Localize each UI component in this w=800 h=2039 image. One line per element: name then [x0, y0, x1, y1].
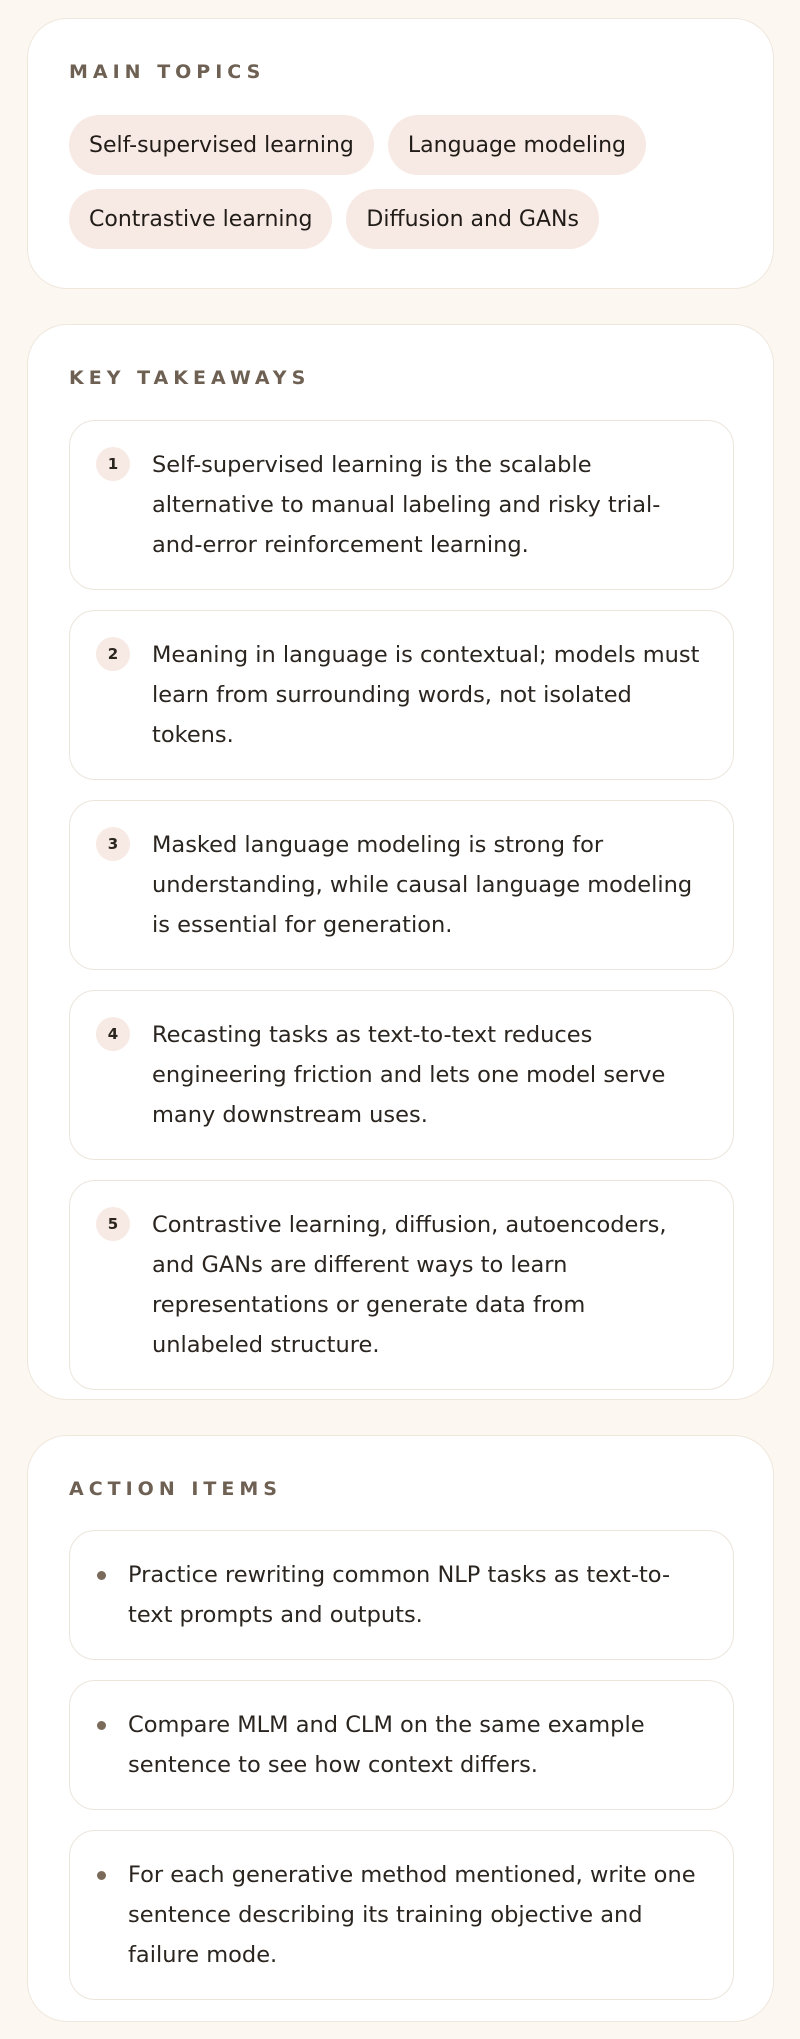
- action-item: [69, 1830, 734, 2000]
- takeaway-text: Contrastive learning, diffusion, autoencoders, and GANs are different ways to learn representations or generate data from unlabeled structure.: [152, 1212, 667, 1358]
- takeaway-number-badge: 2: [96, 637, 130, 671]
- takeaway-item: [69, 990, 734, 1160]
- action-item: [69, 1530, 734, 1660]
- topic-chip[interactable]: Contrastive learning: [69, 189, 332, 249]
- takeaway-text: Recasting tasks as text-to-text reduces engineering friction and lets one model serve many downstream uses.: [152, 1022, 666, 1128]
- takeaway-text: Self-supervised learning is the scalable alternative to manual labeling and risky trial-and-error reinforcement learning.: [152, 452, 661, 558]
- topic-chip[interactable]: Self-supervised learning: [69, 115, 374, 175]
- bullet-dot-icon: [97, 1571, 106, 1580]
- bullet-dot-icon: [97, 1871, 106, 1880]
- key-takeaways-card: [27, 324, 774, 1400]
- bullet-dot-icon: [97, 1721, 106, 1730]
- takeaway-number-badge: 1: [96, 447, 130, 481]
- takeaway-list: [69, 420, 734, 1390]
- key-takeaways-heading: KEY TAKEAWAYS: [69, 367, 311, 389]
- main-topics-heading: MAIN TOPICS: [69, 61, 266, 83]
- takeaway-text: Meaning in language is contextual; models must learn from surrounding words, not isolated tokens.: [152, 642, 700, 748]
- action-item-text: Practice rewriting common NLP tasks as text-to-text prompts and outputs.: [128, 1562, 671, 1628]
- takeaway-item: [69, 610, 734, 780]
- action-item-text: For each generative method mentioned, write one sentence describing its training objective and failure mode.: [128, 1862, 696, 1968]
- action-item: [69, 1680, 734, 1810]
- action-item-text: Compare MLM and CLM on the same example sentence to see how context differs.: [128, 1712, 645, 1778]
- takeaway-item: [69, 420, 734, 590]
- takeaway-item: [69, 800, 734, 970]
- action-items-heading: ACTION ITEMS: [69, 1478, 282, 1500]
- takeaway-text: Masked language modeling is strong for understanding, while causal language modeling is essential for generation.: [152, 832, 693, 938]
- action-items-card: [27, 1435, 774, 2022]
- takeaway-item: [69, 1180, 734, 1390]
- main-topics-card: [27, 18, 774, 289]
- topic-chip-list: [69, 115, 729, 249]
- action-item-list: [69, 1530, 734, 2000]
- topic-chip[interactable]: Language modeling: [388, 115, 646, 175]
- takeaway-number-badge: 5: [96, 1207, 130, 1241]
- takeaway-number-badge: 4: [96, 1017, 130, 1051]
- topic-chip[interactable]: Diffusion and GANs: [346, 189, 599, 249]
- takeaway-number-badge: 3: [96, 827, 130, 861]
